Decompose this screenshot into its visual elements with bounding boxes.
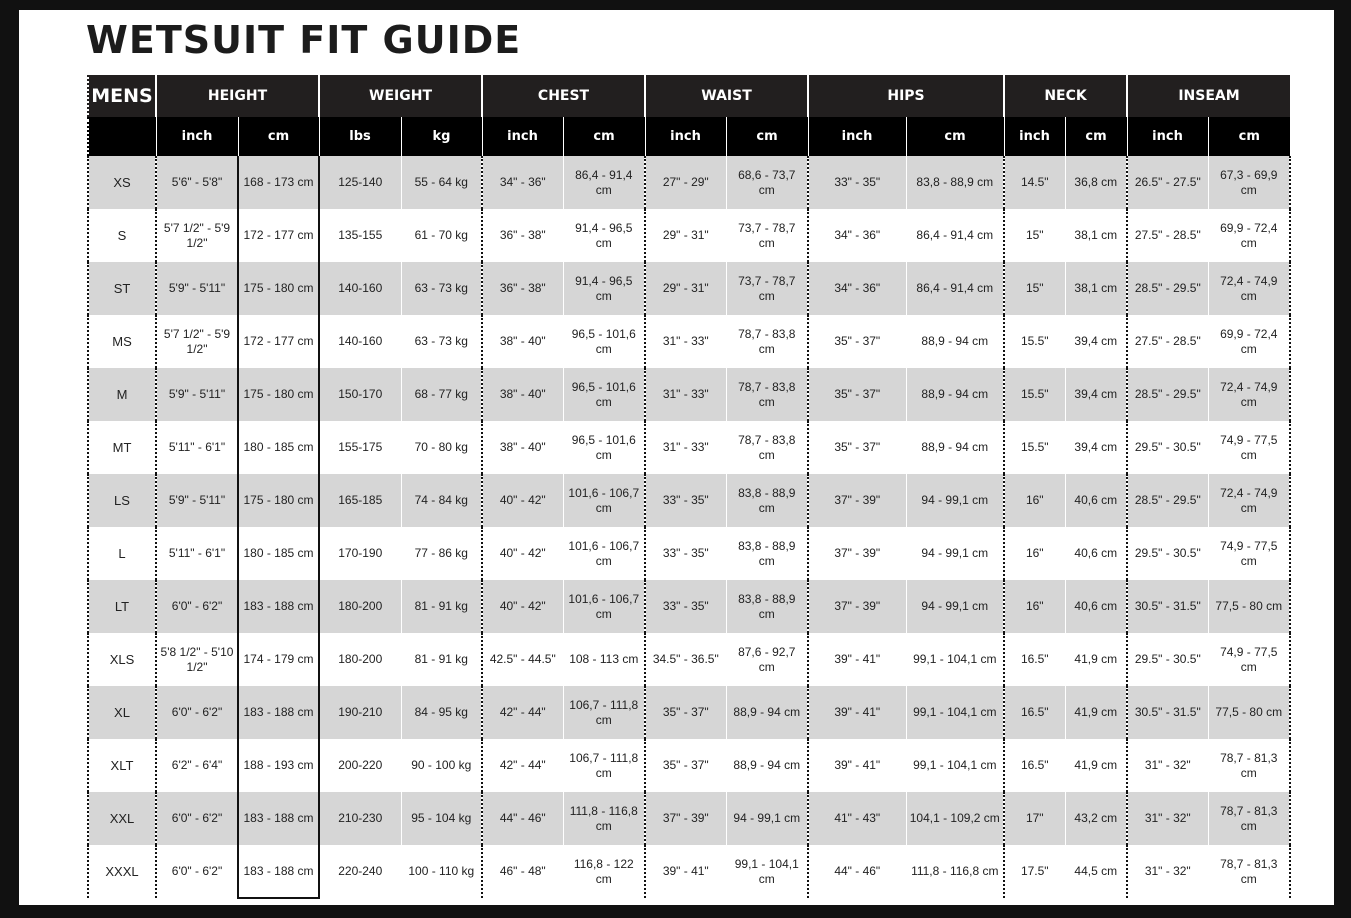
measurement-cell: 6'0" - 6'2" [156,845,238,898]
measurement-cell: 55 - 64 kg [401,156,482,209]
measurement-cell: 43,2 cm [1065,792,1127,845]
measurement-cell: 5'11" - 6'1" [156,527,238,580]
measurement-cell: 83,8 - 88,9 cm [726,580,808,633]
measurement-cell: 15.5" [1004,315,1065,368]
measurement-cell: 174 - 179 cm [238,633,319,686]
measurement-cell: 99,1 - 104,1 cm [906,739,1004,792]
measurement-cell: 38" - 40" [482,368,563,421]
table-row [88,474,1290,527]
unit-header: lbs [319,117,401,156]
measurement-cell: 39,4 cm [1065,421,1127,474]
measurement-cell: 44,5 cm [1065,845,1127,898]
unit-header: cm [1065,117,1127,156]
measurement-cell: 46" - 48" [482,845,563,898]
measurement-cell: 33" - 35" [808,156,906,209]
measurement-cell: 81 - 91 kg [401,633,482,686]
measurement-cell: 35" - 37" [808,421,906,474]
measurement-cell: 34" - 36" [482,156,563,209]
measurement-cell: 36,8 cm [1065,156,1127,209]
size-label-cell: XXL [88,792,156,845]
measurement-cell: 69,9 - 72,4 cm [1208,315,1290,368]
group-header-neck: NECK [1004,75,1127,117]
measurement-cell: 88,9 - 94 cm [726,739,808,792]
measurement-cell: 83,8 - 88,9 cm [906,156,1004,209]
unit-header: kg [401,117,482,156]
measurement-cell: 200-220 [319,739,401,792]
measurement-cell: 86,4 - 91,4 cm [906,209,1004,262]
measurement-cell: 40" - 42" [482,474,563,527]
measurement-cell: 37" - 39" [645,792,726,845]
measurement-cell: 29.5" - 30.5" [1127,633,1208,686]
measurement-cell: 38" - 40" [482,421,563,474]
measurement-cell: 27.5" - 28.5" [1127,209,1208,262]
measurement-cell: 16" [1004,580,1065,633]
measurement-cell: 101,6 - 106,7 cm [563,580,645,633]
measurement-cell: 39" - 41" [808,686,906,739]
measurement-cell: 5'6" - 5'8" [156,156,238,209]
measurement-cell: 72,4 - 74,9 cm [1208,368,1290,421]
measurement-cell: 69,9 - 72,4 cm [1208,209,1290,262]
measurement-cell: 106,7 - 111,8 cm [563,739,645,792]
measurement-cell: 5'7 1/2" - 5'9 1/2" [156,209,238,262]
measurement-cell: 35" - 37" [808,368,906,421]
table-row [88,527,1290,580]
measurement-cell: 40,6 cm [1065,527,1127,580]
measurement-cell: 125-140 [319,156,401,209]
measurement-cell: 34.5" - 36.5" [645,633,726,686]
measurement-cell: 101,6 - 106,7 cm [563,474,645,527]
measurement-cell: 41,9 cm [1065,633,1127,686]
measurement-cell: 34" - 36" [808,209,906,262]
measurement-cell: 170-190 [319,527,401,580]
measurement-cell: 183 - 188 cm [238,686,319,739]
measurement-cell: 39,4 cm [1065,368,1127,421]
measurement-cell: 39" - 41" [808,739,906,792]
measurement-cell: 5'9" - 5'11" [156,474,238,527]
measurement-cell: 86,4 - 91,4 cm [563,156,645,209]
measurement-cell: 31" - 33" [645,368,726,421]
measurement-cell: 96,5 - 101,6 cm [563,315,645,368]
measurement-cell: 26.5" - 27.5" [1127,156,1208,209]
size-label-cell: LT [88,580,156,633]
unit-header: inch [1127,117,1208,156]
table-row [88,633,1290,686]
measurement-cell: 94 - 99,1 cm [906,580,1004,633]
measurement-cell: 150-170 [319,368,401,421]
measurement-cell: 37" - 39" [808,580,906,633]
measurement-cell: 108 - 113 cm [563,633,645,686]
measurement-cell: 37" - 39" [808,527,906,580]
measurement-cell: 104,1 - 109,2 cm [906,792,1004,845]
measurement-cell: 16" [1004,474,1065,527]
measurement-cell: 31" - 32" [1127,845,1208,898]
measurement-cell: 36" - 38" [482,209,563,262]
measurement-cell: 68 - 77 kg [401,368,482,421]
measurement-cell: 40,6 cm [1065,474,1127,527]
size-rows [88,156,1290,898]
measurement-cell: 220-240 [319,845,401,898]
size-label-cell: XLT [88,739,156,792]
measurement-cell: 135-155 [319,209,401,262]
measurement-cell: 6'0" - 6'2" [156,580,238,633]
measurement-cell: 172 - 177 cm [238,315,319,368]
unit-header: inch [156,117,238,156]
size-label-cell: ST [88,262,156,315]
table-row [88,368,1290,421]
measurement-cell: 84 - 95 kg [401,686,482,739]
measurement-cell: 74,9 - 77,5 cm [1208,633,1290,686]
measurement-cell: 68,6 - 73,7 cm [726,156,808,209]
measurement-cell: 175 - 180 cm [238,368,319,421]
measurement-cell: 6'2" - 6'4" [156,739,238,792]
measurement-cell: 39,4 cm [1065,315,1127,368]
measurement-cell: 5'7 1/2" - 5'9 1/2" [156,315,238,368]
measurement-cell: 94 - 99,1 cm [906,474,1004,527]
measurement-cell: 41" - 43" [808,792,906,845]
table-row [88,739,1290,792]
measurement-cell: 38" - 40" [482,315,563,368]
table-row [88,686,1290,739]
measurement-cell: 27.5" - 28.5" [1127,315,1208,368]
measurement-cell: 16" [1004,527,1065,580]
measurement-cell: 29.5" - 30.5" [1127,421,1208,474]
table-row [88,845,1290,898]
measurement-cell: 28.5" - 29.5" [1127,368,1208,421]
measurement-cell: 180-200 [319,633,401,686]
measurement-cell: 190-210 [319,686,401,739]
unit-header: cm [1208,117,1290,156]
measurement-cell: 42" - 44" [482,686,563,739]
measurement-cell: 96,5 - 101,6 cm [563,368,645,421]
table-row [88,315,1290,368]
measurement-cell: 35" - 37" [645,686,726,739]
measurement-cell: 78,7 - 83,8 cm [726,421,808,474]
measurement-cell: 86,4 - 91,4 cm [906,262,1004,315]
measurement-cell: 95 - 104 kg [401,792,482,845]
measurement-cell: 88,9 - 94 cm [906,315,1004,368]
page-title: WETSUIT FIT GUIDE [86,18,522,62]
measurement-cell: 72,4 - 74,9 cm [1208,474,1290,527]
table-row [88,209,1290,262]
measurement-cell: 16.5" [1004,739,1065,792]
measurement-cell: 78,7 - 83,8 cm [726,368,808,421]
measurement-cell: 38,1 cm [1065,262,1127,315]
measurement-cell: 5'9" - 5'11" [156,262,238,315]
measurement-cell: 72,4 - 74,9 cm [1208,262,1290,315]
measurement-cell: 101,6 - 106,7 cm [563,527,645,580]
size-chart-table [87,75,1291,899]
measurement-cell: 41,9 cm [1065,739,1127,792]
measurement-cell: 16.5" [1004,686,1065,739]
group-header-row [88,75,1290,117]
measurement-cell: 41,9 cm [1065,686,1127,739]
measurement-cell: 180 - 185 cm [238,527,319,580]
measurement-cell: 74 - 84 kg [401,474,482,527]
measurement-cell: 44" - 46" [808,845,906,898]
measurement-cell: 40" - 42" [482,527,563,580]
measurement-cell: 61 - 70 kg [401,209,482,262]
unit-header: cm [906,117,1004,156]
measurement-cell: 38,1 cm [1065,209,1127,262]
measurement-cell: 78,7 - 83,8 cm [726,315,808,368]
measurement-cell: 63 - 73 kg [401,315,482,368]
unit-header: cm [238,117,319,156]
measurement-cell: 77,5 - 80 cm [1208,686,1290,739]
measurement-cell: 5'11" - 6'1" [156,421,238,474]
measurement-cell: 27" - 29" [645,156,726,209]
measurement-cell: 100 - 110 kg [401,845,482,898]
measurement-cell: 39" - 41" [808,633,906,686]
measurement-cell: 31" - 32" [1127,792,1208,845]
unit-header: inch [482,117,563,156]
measurement-cell: 36" - 38" [482,262,563,315]
measurement-cell: 183 - 188 cm [238,580,319,633]
measurement-cell: 96,5 - 101,6 cm [563,421,645,474]
measurement-cell: 44" - 46" [482,792,563,845]
unit-header: inch [645,117,726,156]
measurement-cell: 180 - 185 cm [238,421,319,474]
measurement-cell: 83,8 - 88,9 cm [726,474,808,527]
measurement-cell: 168 - 173 cm [238,156,319,209]
size-label-cell: M [88,368,156,421]
measurement-cell: 183 - 188 cm [238,792,319,845]
unit-header: inch [808,117,906,156]
table-row [88,262,1290,315]
measurement-cell: 31" - 33" [645,315,726,368]
measurement-cell: 31" - 32" [1127,739,1208,792]
table-row [88,156,1290,209]
measurement-cell: 42" - 44" [482,739,563,792]
measurement-cell: 29.5" - 30.5" [1127,527,1208,580]
measurement-cell: 17.5" [1004,845,1065,898]
group-header-height: HEIGHT [156,75,319,117]
measurement-cell: 78,7 - 81,3 cm [1208,845,1290,898]
measurement-cell: 63 - 73 kg [401,262,482,315]
measurement-cell: 6'0" - 6'2" [156,686,238,739]
measurement-cell: 5'8 1/2" - 5'10 1/2" [156,633,238,686]
measurement-cell: 140-160 [319,262,401,315]
measurement-cell: 73,7 - 78,7 cm [726,262,808,315]
size-label-cell: S [88,209,156,262]
measurement-cell: 33" - 35" [645,474,726,527]
group-header-inseam: INSEAM [1127,75,1290,117]
measurement-cell: 5'9" - 5'11" [156,368,238,421]
measurement-cell: 42.5" - 44.5" [482,633,563,686]
measurement-cell: 165-185 [319,474,401,527]
measurement-cell: 14.5" [1004,156,1065,209]
measurement-cell: 40,6 cm [1065,580,1127,633]
measurement-cell: 210-230 [319,792,401,845]
measurement-cell: 17" [1004,792,1065,845]
measurement-cell: 39" - 41" [645,845,726,898]
measurement-cell: 35" - 37" [808,315,906,368]
measurement-cell: 172 - 177 cm [238,209,319,262]
measurement-cell: 90 - 100 kg [401,739,482,792]
measurement-cell: 94 - 99,1 cm [906,527,1004,580]
measurement-cell: 29" - 31" [645,262,726,315]
measurement-cell: 175 - 180 cm [238,262,319,315]
measurement-cell: 70 - 80 kg [401,421,482,474]
fit-guide-sheet [19,10,1334,905]
measurement-cell: 67,3 - 69,9 cm [1208,156,1290,209]
measurement-cell: 188 - 193 cm [238,739,319,792]
group-header-hips: HIPS [808,75,1004,117]
measurement-cell: 31" - 33" [645,421,726,474]
measurement-cell: 15.5" [1004,421,1065,474]
measurement-cell: 88,9 - 94 cm [726,686,808,739]
measurement-cell: 175 - 180 cm [238,474,319,527]
unit-header: cm [563,117,645,156]
measurement-cell: 91,4 - 96,5 cm [563,209,645,262]
measurement-cell: 16.5" [1004,633,1065,686]
measurement-cell: 78,7 - 81,3 cm [1208,739,1290,792]
measurement-cell: 99,1 - 104,1 cm [906,686,1004,739]
size-label-cell: XS [88,156,156,209]
table-row [88,792,1290,845]
measurement-cell: 88,9 - 94 cm [906,368,1004,421]
measurement-cell: 140-160 [319,315,401,368]
measurement-cell: 180-200 [319,580,401,633]
group-header-weight: WEIGHT [319,75,482,117]
table-row [88,580,1290,633]
group-header-waist: WAIST [645,75,808,117]
measurement-cell: 74,9 - 77,5 cm [1208,421,1290,474]
measurement-cell: 40" - 42" [482,580,563,633]
measurement-cell: 83,8 - 88,9 cm [726,527,808,580]
measurement-cell: 116,8 - 122 cm [563,845,645,898]
measurement-cell: 78,7 - 81,3 cm [1208,792,1290,845]
measurement-cell: 87,6 - 92,7 cm [726,633,808,686]
measurement-cell: 91,4 - 96,5 cm [563,262,645,315]
size-label-cell: XLS [88,633,156,686]
measurement-cell: 33" - 35" [645,580,726,633]
size-label-cell: LS [88,474,156,527]
measurement-cell: 94 - 99,1 cm [726,792,808,845]
size-label-cell: L [88,527,156,580]
table-row [88,421,1290,474]
measurement-cell: 35" - 37" [645,739,726,792]
measurement-cell: 77,5 - 80 cm [1208,580,1290,633]
measurement-cell: 28.5" - 29.5" [1127,262,1208,315]
measurement-cell: 6'0" - 6'2" [156,792,238,845]
gender-header: MENS [88,75,156,117]
size-label-cell: MS [88,315,156,368]
unit-header-row [88,117,1290,156]
measurement-cell: 106,7 - 111,8 cm [563,686,645,739]
measurement-cell: 30.5" - 31.5" [1127,580,1208,633]
measurement-cell: 183 - 188 cm [238,845,319,898]
unit-header-blank [88,117,156,156]
measurement-cell: 15" [1004,262,1065,315]
measurement-cell: 81 - 91 kg [401,580,482,633]
group-header-chest: CHEST [482,75,645,117]
measurement-cell: 28.5" - 29.5" [1127,474,1208,527]
measurement-cell: 15.5" [1004,368,1065,421]
measurement-cell: 30.5" - 31.5" [1127,686,1208,739]
size-label-cell: XL [88,686,156,739]
unit-header: cm [726,117,808,156]
measurement-cell: 29" - 31" [645,209,726,262]
measurement-cell: 111,8 - 116,8 cm [563,792,645,845]
measurement-cell: 15" [1004,209,1065,262]
measurement-cell: 37" - 39" [808,474,906,527]
measurement-cell: 77 - 86 kg [401,527,482,580]
measurement-cell: 111,8 - 116,8 cm [906,845,1004,898]
measurement-cell: 88,9 - 94 cm [906,421,1004,474]
measurement-cell: 74,9 - 77,5 cm [1208,527,1290,580]
unit-header: inch [1004,117,1065,156]
size-label-cell: MT [88,421,156,474]
measurement-cell: 99,1 - 104,1 cm [906,633,1004,686]
measurement-cell: 34" - 36" [808,262,906,315]
measurement-cell: 33" - 35" [645,527,726,580]
measurement-cell: 155-175 [319,421,401,474]
size-label-cell: XXXL [88,845,156,898]
measurement-cell: 73,7 - 78,7 cm [726,209,808,262]
measurement-cell: 99,1 - 104,1 cm [726,845,808,898]
